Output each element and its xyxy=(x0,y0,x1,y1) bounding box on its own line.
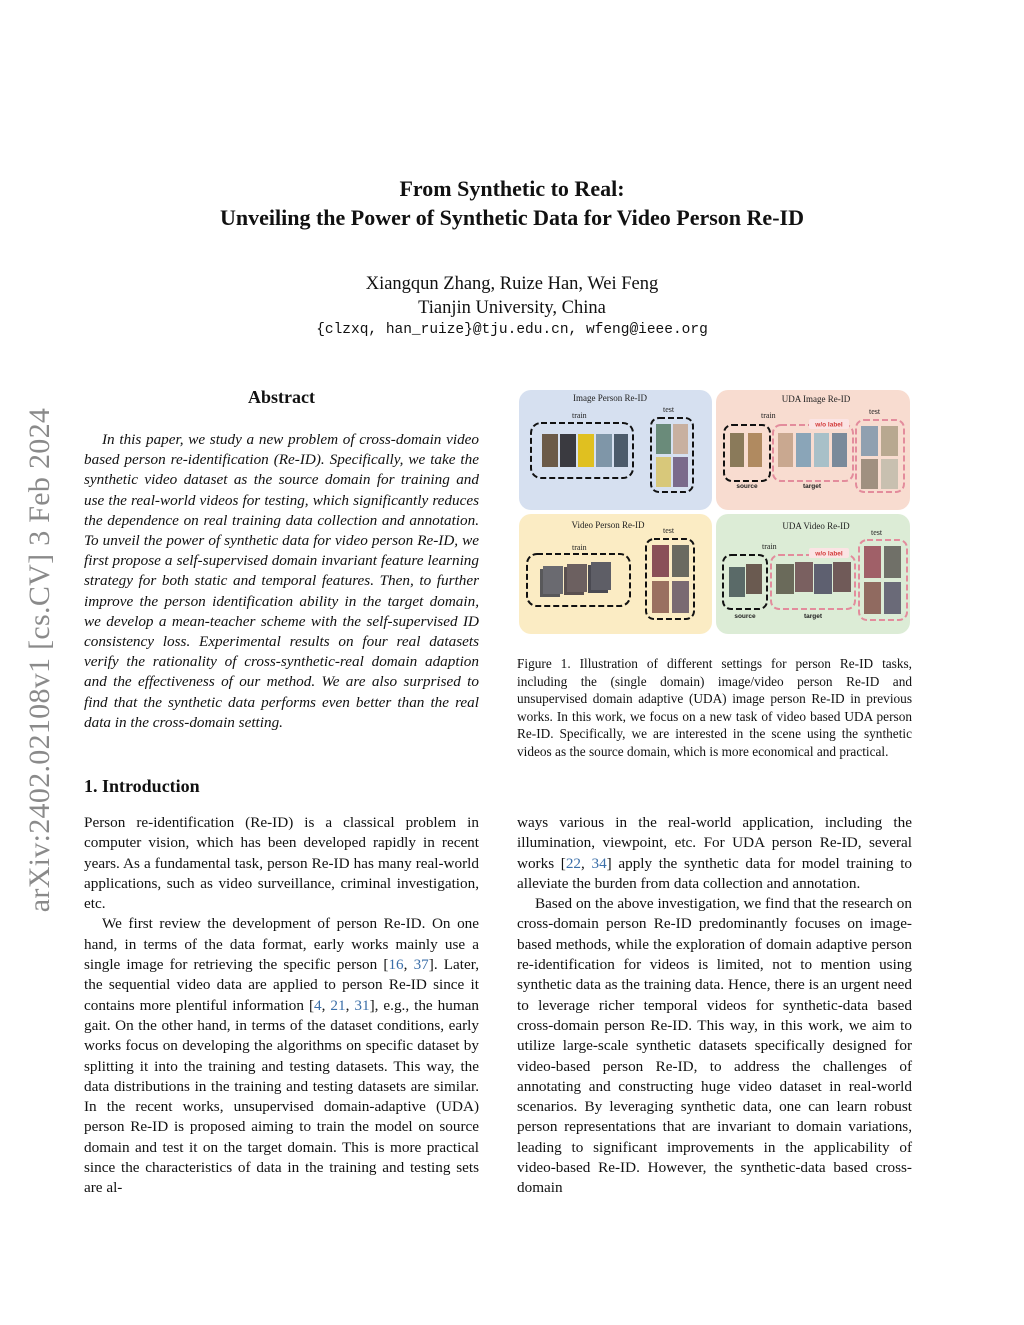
train-label: train xyxy=(572,411,587,420)
figure-1-diagram xyxy=(518,389,912,635)
wo-label-tag: w/o label xyxy=(815,550,843,558)
author-block xyxy=(0,272,1024,320)
figure-1 xyxy=(518,389,912,635)
test-label: test xyxy=(871,528,883,537)
citation-link[interactable]: 34 xyxy=(591,854,607,872)
test-label: test xyxy=(663,526,675,535)
arxiv-identifier xyxy=(10,370,70,950)
source-label: source xyxy=(734,613,756,620)
source-label: source xyxy=(736,483,758,490)
citation-link[interactable]: 31 xyxy=(354,996,370,1014)
arxiv-id-text: arXiv:2402.02108v1 [cs.CV] 3 Feb 2024 xyxy=(23,407,56,913)
train-label: train xyxy=(762,542,777,551)
abstract-heading: Abstract xyxy=(248,387,315,407)
test-label: test xyxy=(663,405,675,414)
citation-link[interactable]: 22 xyxy=(565,854,582,872)
title-line-2: Unveiling the Power of Synthetic Data for Video Person Re-ID xyxy=(220,205,804,230)
panel-title: UDA Image Re-ID xyxy=(781,394,851,404)
section-heading-introduction: 1. Introduction xyxy=(84,776,200,796)
intro-right-column xyxy=(517,813,912,1199)
intro-left-column xyxy=(84,813,479,1199)
paper-title xyxy=(0,174,1024,232)
citation-link[interactable]: 21 xyxy=(330,996,346,1014)
wo-label-tag: w/o label xyxy=(815,421,843,429)
target-label: target xyxy=(803,613,823,620)
citation-link[interactable]: 4 xyxy=(314,996,322,1014)
figure-1-caption: Figure 1. Illustration of different settings for person Re-ID tasks, including the (single domain) image/video person Re-ID and unsupervised domain adaptive (UDA) image person Re-ID in previous works. In this work, we focus on a new task of video based UDA person Re-ID. Specifically, we are interested in the scene using the synthetic videos as the source domain, which is more economical and practical. xyxy=(517,656,912,759)
author-names: Xiangqun Zhang, Ruize Han, Wei Feng xyxy=(365,274,659,294)
target-label: target xyxy=(802,483,822,490)
panel-title: Video Person Re-ID xyxy=(571,520,645,530)
test-label: test xyxy=(869,407,881,416)
intro-paragraph-4: Based on the above investigation, we find that the research on cross-domain person Re-ID predominantly focuses on image-based methods, while the exploration of domain adaptive person re-identification for videos is limited, not to mention using synthetic data as the training data. Hence, there is an urgent need to leverage richer temporal videos for synthetic-data based cross-domain person Re-ID. This way, in this work, we aim to utilize large-scale synthetic datasets specifically designed for video-based person Re-ID, to address the challenges of annotating and constructing huge video dataset in real-world scenarios. By leveraging synthetic data, one can learn robust person representations that are invariant to domain variations, leading to significant improvements in the applicability of video-based Re-ID. However, the synthetic-data based cross-domain xyxy=(517,895,912,1197)
train-label: train xyxy=(761,411,776,420)
intro-paragraph-1: Person re-identification (Re-ID) is a classical problem in computer vision, which has been developed rapidly in recent years. As a fundamental task, person Re-ID has many real-world applications, such as video surveillance, criminal investigation, etc. xyxy=(84,814,479,913)
panel-title: Image Person Re-ID xyxy=(573,393,647,403)
intro-paragraph-2: We first review the development of person Re-ID. On one hand, in terms of the data format, early works mainly use a single image for retrieving the specific person [16, 37]. Later, the sequential video data are applied to person Re-ID since it contains more plentiful information [4, 21, 31], e.g., the human gait. On the other hand, in terms of the dataset conditions, early works focus on developing the algorithms on specific dataset by splitting it into the training and testing datasets. This way, the data distributions in the training and testing datasets are similar. In the recent works, unsupervised domain-adaptive (UDA) person Re-ID is proposed aiming to train the model on source domain and test it on the target domain. This is more practical since the characteristics of data in the training and testing sets are al- xyxy=(84,915,480,1197)
panel-title: UDA Video Re-ID xyxy=(782,521,850,531)
citation-link[interactable]: 16 xyxy=(388,956,404,974)
intro-paragraph-3: ways various in the real-world application, including the illumination, viewpoint, etc. For UDA person Re-ID, several works [22, 34] apply the synthetic data for model training to alleviate the burden from data collection and annotation. xyxy=(517,814,913,892)
abstract-text: In this paper, we study a new problem of cross-domain video based person re-identification (Re-ID). Specifically, we take the synthetic video dataset as the source domain for training and use the real-world videos for testing, which significantly reduces the dependence on real training data collection and annotation. To unveil the power of synthetic data for video person Re-ID, we first propose a self-supervised domain invariant feature learning strategy for both static and temporal features. Then, to further improve the person identification ability in the target domain, we develop a mean-teacher scheme with the self-supervised ID consistency loss. Experimental results on four real datasets verify the rationality of cross-synthetic-real domain adaption and the effectiveness of our method. We are also surprised to find that the synthetic data performs even better than the real data in the cross-domain setting. xyxy=(84,431,479,731)
affiliation: Tianjin University, China xyxy=(418,298,606,318)
train-label: train xyxy=(572,543,587,552)
title-line-1: From Synthetic to Real: xyxy=(399,176,625,201)
citation-link[interactable]: 37 xyxy=(413,956,429,974)
author-emails: {clzxq, han_ruize}@tju.edu.cn, wfeng@ieee.org xyxy=(316,322,708,338)
